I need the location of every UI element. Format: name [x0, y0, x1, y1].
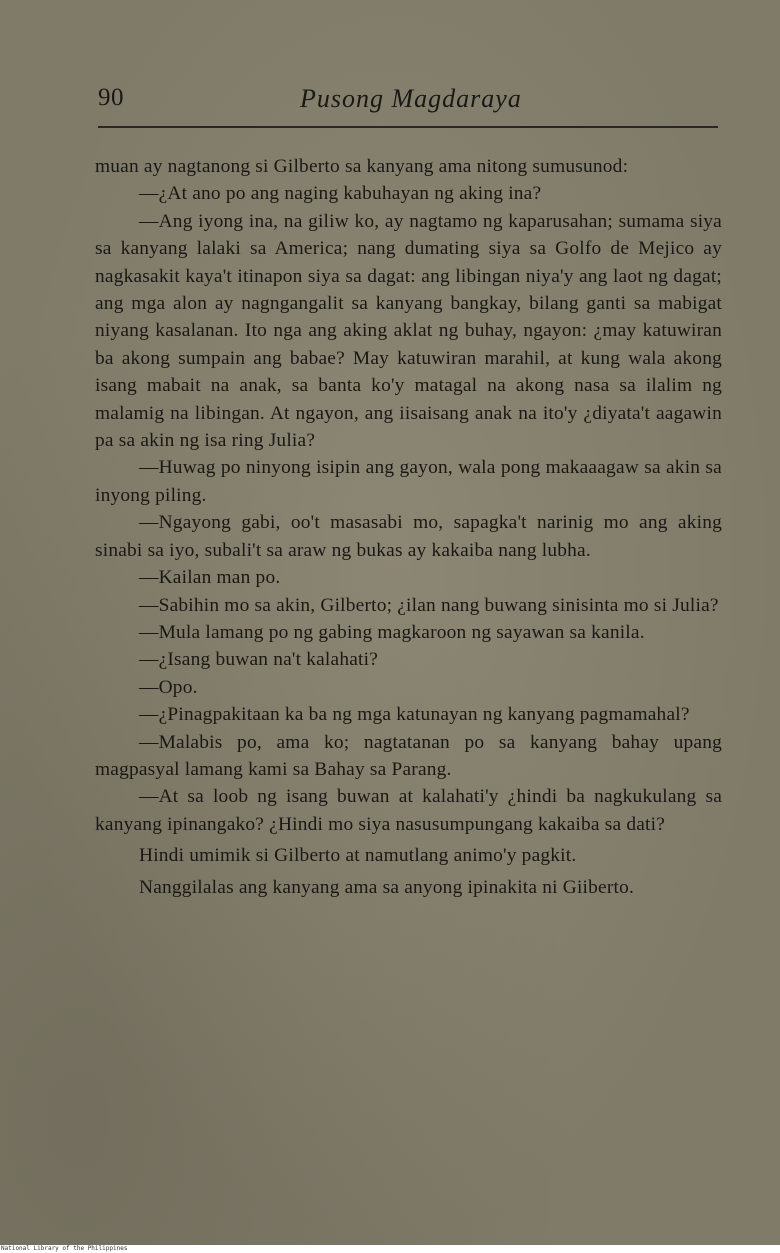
dialogue-paragraph: —¿At ano po ang naging kabuhayan ng aking ina? [139, 183, 542, 205]
library-credit: National Library of the Philippines [1, 1245, 128, 1252]
dialogue-paragraph: —Ang iyong ina, na giliw ko, ay nagtamo ng kaparusahan; sumama siya sa kanyang lalaki sa America; nang dumating siya sa Golfo de Mejico ay nagkasakit kaya't itinapon siya sa dagat: ang libingan niya'y ang laot ng dagat; ang mga alon ay nagngangalit sa kanyang bangkay, bilang ganti sa mabigat niyang kasalanan. Ito nga ang aking aklat ng buhay, ngayon: ¿may katuwiran ba akong sumpain ang babae? May katuwiran marahil, at kung wala akong isang mabait na anak, sa banta ko'y matagal na akong nasa sa ilalim ng malamig na libingan. At ngayon, ang iisaisang anak na ito'y ¿diyata't aagawin pa sa akin ng isa ring Julia? [95, 210, 722, 452]
dialogue-paragraph: —At sa loob ng isang buwan at kalahati'y ¿hindi ba nagkukulang sa kanyang ipinangako? ¿Hindi mo siya nasusumpungang kakaiba sa dati? [95, 786, 722, 835]
narration-paragraph: Nanggilalas ang kanyang ama sa anyong ipinakita ni Giiberto. [139, 876, 635, 898]
header-rule [98, 126, 718, 128]
page-header [98, 84, 718, 118]
dialogue-paragraph: —¿Isang buwan na't kalahati? [139, 649, 378, 671]
dialogue-paragraph: —Opo. [139, 676, 198, 698]
dialogue-paragraph: —Mula lamang po ng gabing magkaroon ng sayawan sa kanila. [139, 621, 645, 643]
dialogue-paragraph: —Huwag po ninyong isipin ang gayon, wala pong makaaagaw sa akin sa inyong piling. [95, 457, 722, 506]
dialogue-paragraph: —¿Pinagpakitaan ka ba ng mga katunayan ng kanyang pagmamahal? [139, 704, 690, 726]
paragraph-continuation: muan ay nagtanong si Gilberto sa kanyang ama nitong sumusunod: [95, 156, 629, 177]
dialogue-paragraph: —Ngayong gabi, oo't masasabi mo, sapagka't narinig mo ang aking sinabi sa iyo, subali't sa araw ng bukas ay kakaiba nang lubha. [95, 512, 722, 561]
dialogue-paragraph: —Kailan man po. [139, 567, 281, 589]
page-number: 90 [98, 84, 124, 111]
running-title: Pusong Magdaraya [300, 84, 522, 113]
body-text [95, 153, 722, 901]
narration-paragraph: Hindi umimik si Gilberto at namutlang animo'y pagkit. [139, 845, 577, 867]
dialogue-paragraph: —Sabihin mo sa akin, Gilberto; ¿ilan nang buwang sinisinta mo si Julia? [139, 594, 719, 616]
dialogue-paragraph: —Malabis po, ama ko; nagtatanan po sa kanyang bahay upang magpasyal lamang kami sa Bahay sa Parang. [95, 731, 722, 780]
